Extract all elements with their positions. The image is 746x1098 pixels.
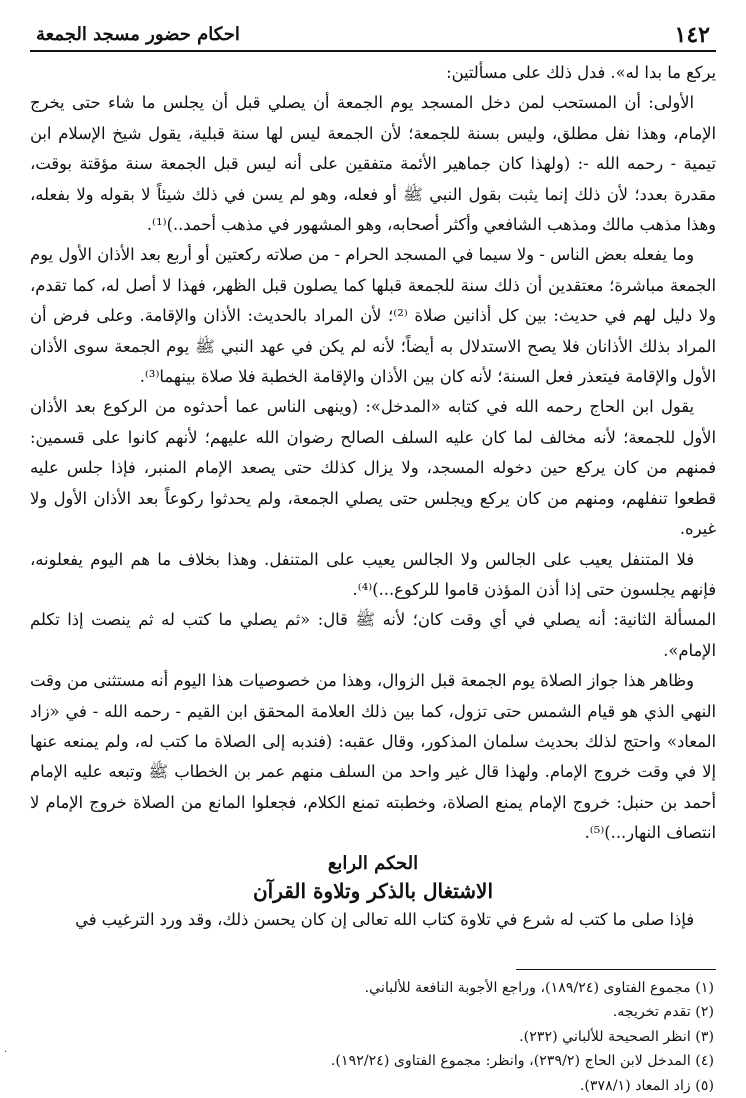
footnote: (٥) زاد المعاد (٣٧٨/١). <box>579 1077 714 1094</box>
running-title: احكام حضور مسجد الجمعة <box>36 24 240 45</box>
footnotes <box>30 976 716 1098</box>
paragraph: فإذا صلى ما كتب له شرع في تلاوة كتاب الله تعالى إن كان يحسن ذلك، وقد ورد الترغيب في <box>75 909 694 929</box>
footnote: (١) مجموع الفتاوى (١٨٩/٢٤)، وراجع الأجوبة النافعة للألباني. <box>364 979 714 996</box>
paragraph: فلا المتنفل يعيب على الجالس ولا الجالس يعيب على المتنفل. وهذا بخلاف ما هم اليوم يفعلونه، فإنهم يجلسون حتى إذا أذن المؤذن قاموا للركوع...)⁽⁴⁾. <box>30 549 716 599</box>
page-number: ١٤٢ <box>674 22 710 48</box>
section-subheading: الاشتغال بالذكر وتلاوة القرآن <box>252 878 494 903</box>
footnote: (٢) تقدم تخريجه. <box>612 1004 714 1021</box>
section-heading: الحكم الرابع <box>327 852 419 874</box>
paragraph: الأولى: أن المستحب لمن دخل المسجد يوم الجمعة أن يصلي قبل أن يجلس ما شاء حتى يخرج الإمام، وهذا نفل مطلق، وليس بسنة للجمعة؛ لأن الجمعة ليس لها سنة قبلية، يقول شيخ الإسلام ابن تيمية - رحمه الله -: (ولهذا كان جماهير الأئمة متفقين على أنه ليس قبل الجمعة سنة مؤقتة بوقت، مقدرة بعدد؛ لأن ذلك إنما يثبت بقول النبي ﷺ أو فعله، وهو لم يسن في ذلك شيئاً لا بقوله ولا بفعله، وهذا مذهب مالك ومذهب الشافعي وأكثر أصحابه، وهو المشهور في مذهب أحمد..)⁽¹⁾. <box>30 93 716 235</box>
running-header <box>30 24 716 52</box>
section-heading-block <box>30 851 716 905</box>
paragraph: المسألة الثانية: أنه يصلي في أي وقت كان؛ لأنه ﷺ قال: «ثم يصلي ما كتب له ثم ينصت إذا تكلم الإمام». <box>30 610 716 660</box>
scan-mark: · <box>4 1047 8 1058</box>
footnote: (٤) المدخل لابن الحاج (٢٣٩/٢)، وانظر: مجموع الفتاوى (١٩٢/٢٤). <box>330 1053 714 1070</box>
paragraph: يركع ما بدا له». فدل ذلك على مسألتين: <box>446 63 716 82</box>
paragraph: وظاهر هذا جواز الصلاة يوم الجمعة قبل الزوال، وهذا من خصوصيات هذا اليوم أنه مستثنى من وقت النهي الذي هو قيام الشمس حتى تزول، كما بين ذلك العلامة المحقق ابن القيم - رحمه الله - في «زاد المعاد» واحتج لذلك بحديث سلمان المذكور، وقال عقبه: (فندبه إلى الصلاة ما كتب له، ولم يمنعه عنها إلا في وقت خروج الإمام. ولهذا قال غير واحد من السلف منهم عمر بن الخطاب ﷺ وتبعه عليه الإمام أحمد بن حنبل: خروج الإمام يمنع الصلاة، وخطبته تمنع الكلام، فجعلوا المانع من الصلاة خروج الإمام لا انتصاف النهار...)⁽⁵⁾. <box>30 671 716 843</box>
footnote-divider <box>516 969 716 970</box>
paragraph: وما يفعله بعض الناس - ولا سيما في المسجد الحرام - من صلاته ركعتين أو أربع بعد الأذان الأول يوم الجمعة مباشرة؛ معتقدين أن ذلك سنة للجمعة قبلها كما يصلون قبل الظهر، فهذا لا أصل له، كما تقدم، ولا دليل لهم في حديث: بين كل أذانين صلاة ⁽²⁾؛ لأن المراد بالحديث: الأذان والإقامة. وعلى فرض أن المراد بذلك الأذانان فلا يصح الاستدلال به أيضاً؛ لأنه لم يكن في عهد النبي ﷺ يوم الجمعة سوى الأذان الأول والإقامة فيتعذر فعل السنة؛ لأنه كان بين الأذان والإقامة الخطبة فلا صلاة بينهما⁽³⁾. <box>30 245 716 387</box>
main-text <box>30 58 716 935</box>
footnote: (٣) انظر الصحيحة للألباني (٢٣٢). <box>519 1028 714 1045</box>
paragraph: يقول ابن الحاج رحمه الله في كتابه «المدخل»: (وينهى الناس عما أحدثوه من الركوع بعد الأذان الأول للجمعة؛ لأنه مخالف لما كان عليه السلف الصالح رضوان الله عليهم؛ لأنهم كانوا على قسمين: فمنهم من كان يركع حين دخوله المسجد، ولا يزال كذلك حتى يصعد الإمام المنبر، فإذا جلس عليه قطعوا تنفلهم، ومنهم من كان يركع ويجلس حتى يصلي الجمعة، ولم يحدثوا ركوعاً بعد الأذان الأول ولا غيره. <box>30 397 716 539</box>
